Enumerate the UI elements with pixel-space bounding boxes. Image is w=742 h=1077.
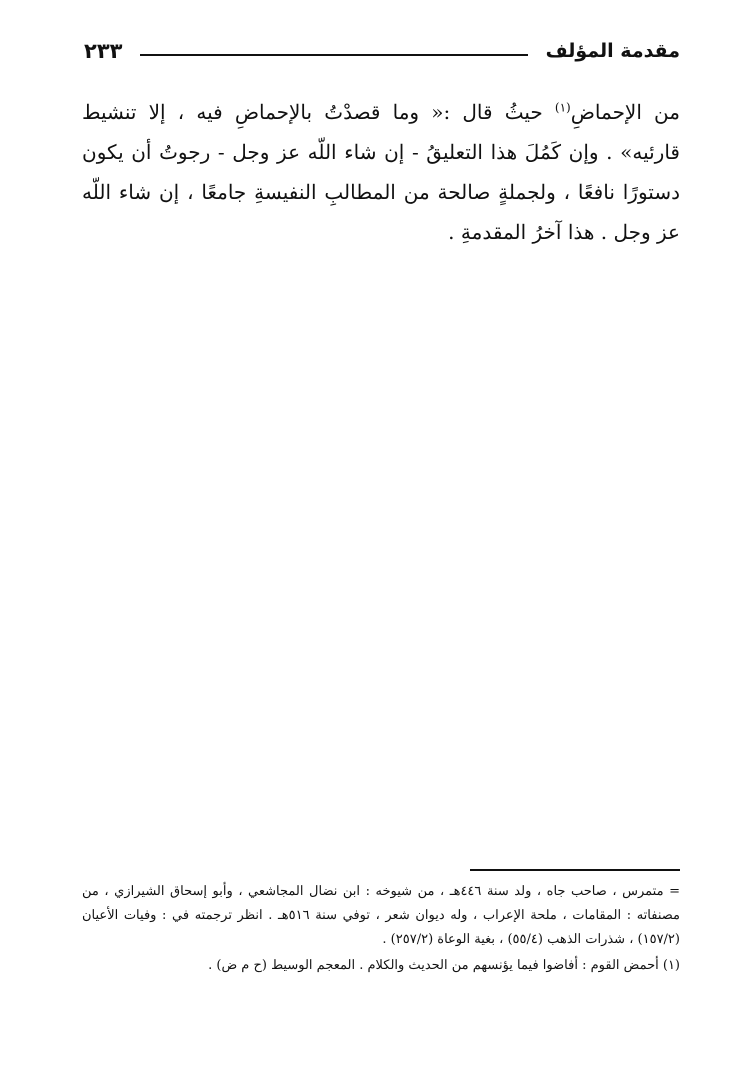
footnotes <box>82 880 680 978</box>
footnote-continuation: = متمرس ، صاحب جاه ، ولد سنة ٤٤٦هـ ، من شيوخه : ابن نضال المجاشعي ، وأبو إسحاق الشيرازي ، من مصنفاته : المقامات ، ملحة الإعراب ، وله ديوان شعر ، توفي سنة ٥١٦هـ . انظر ترجمته في : وفيات الأعيان (١٥٧/٢) ، شذرات الذهب (٥٥/٤) ، بغية الوعاة (٢٥٧/٢) . <box>82 884 680 947</box>
text-before-footnote-ref: من الإحماضِ <box>570 100 680 124</box>
text-after-footnote-ref: حيثُ قال :« وما قصدْتُ بالإحماضِ فيه ، إلا تنشيط قارئيه» . وإن كَمُلَ هذا التعليقُ - إن شاء اللّه عز وجل - رجوتُ أن يكون دستورًا نافعًا ، ولجملةٍ صالحة من المطالبِ النفيسةِ جامعًا ، إن شاء اللّه عز وجل . هذا آخرُ المقدمةِ . <box>82 100 680 244</box>
footnote-separator <box>470 869 680 871</box>
footnote-1: (١) أحمض القوم : أفاضوا فيما يؤنسهم من الحديث والكلام . المعجم الوسيط (ح م ض) . <box>208 958 680 973</box>
footnote-ref[interactable]: (١) <box>554 100 571 115</box>
page-number: ٢٣٣ <box>84 39 123 63</box>
main-paragraph <box>82 92 680 252</box>
running-title: مقدمة المؤلف <box>545 40 680 62</box>
header-rule <box>140 54 527 56</box>
page-header <box>84 34 680 68</box>
